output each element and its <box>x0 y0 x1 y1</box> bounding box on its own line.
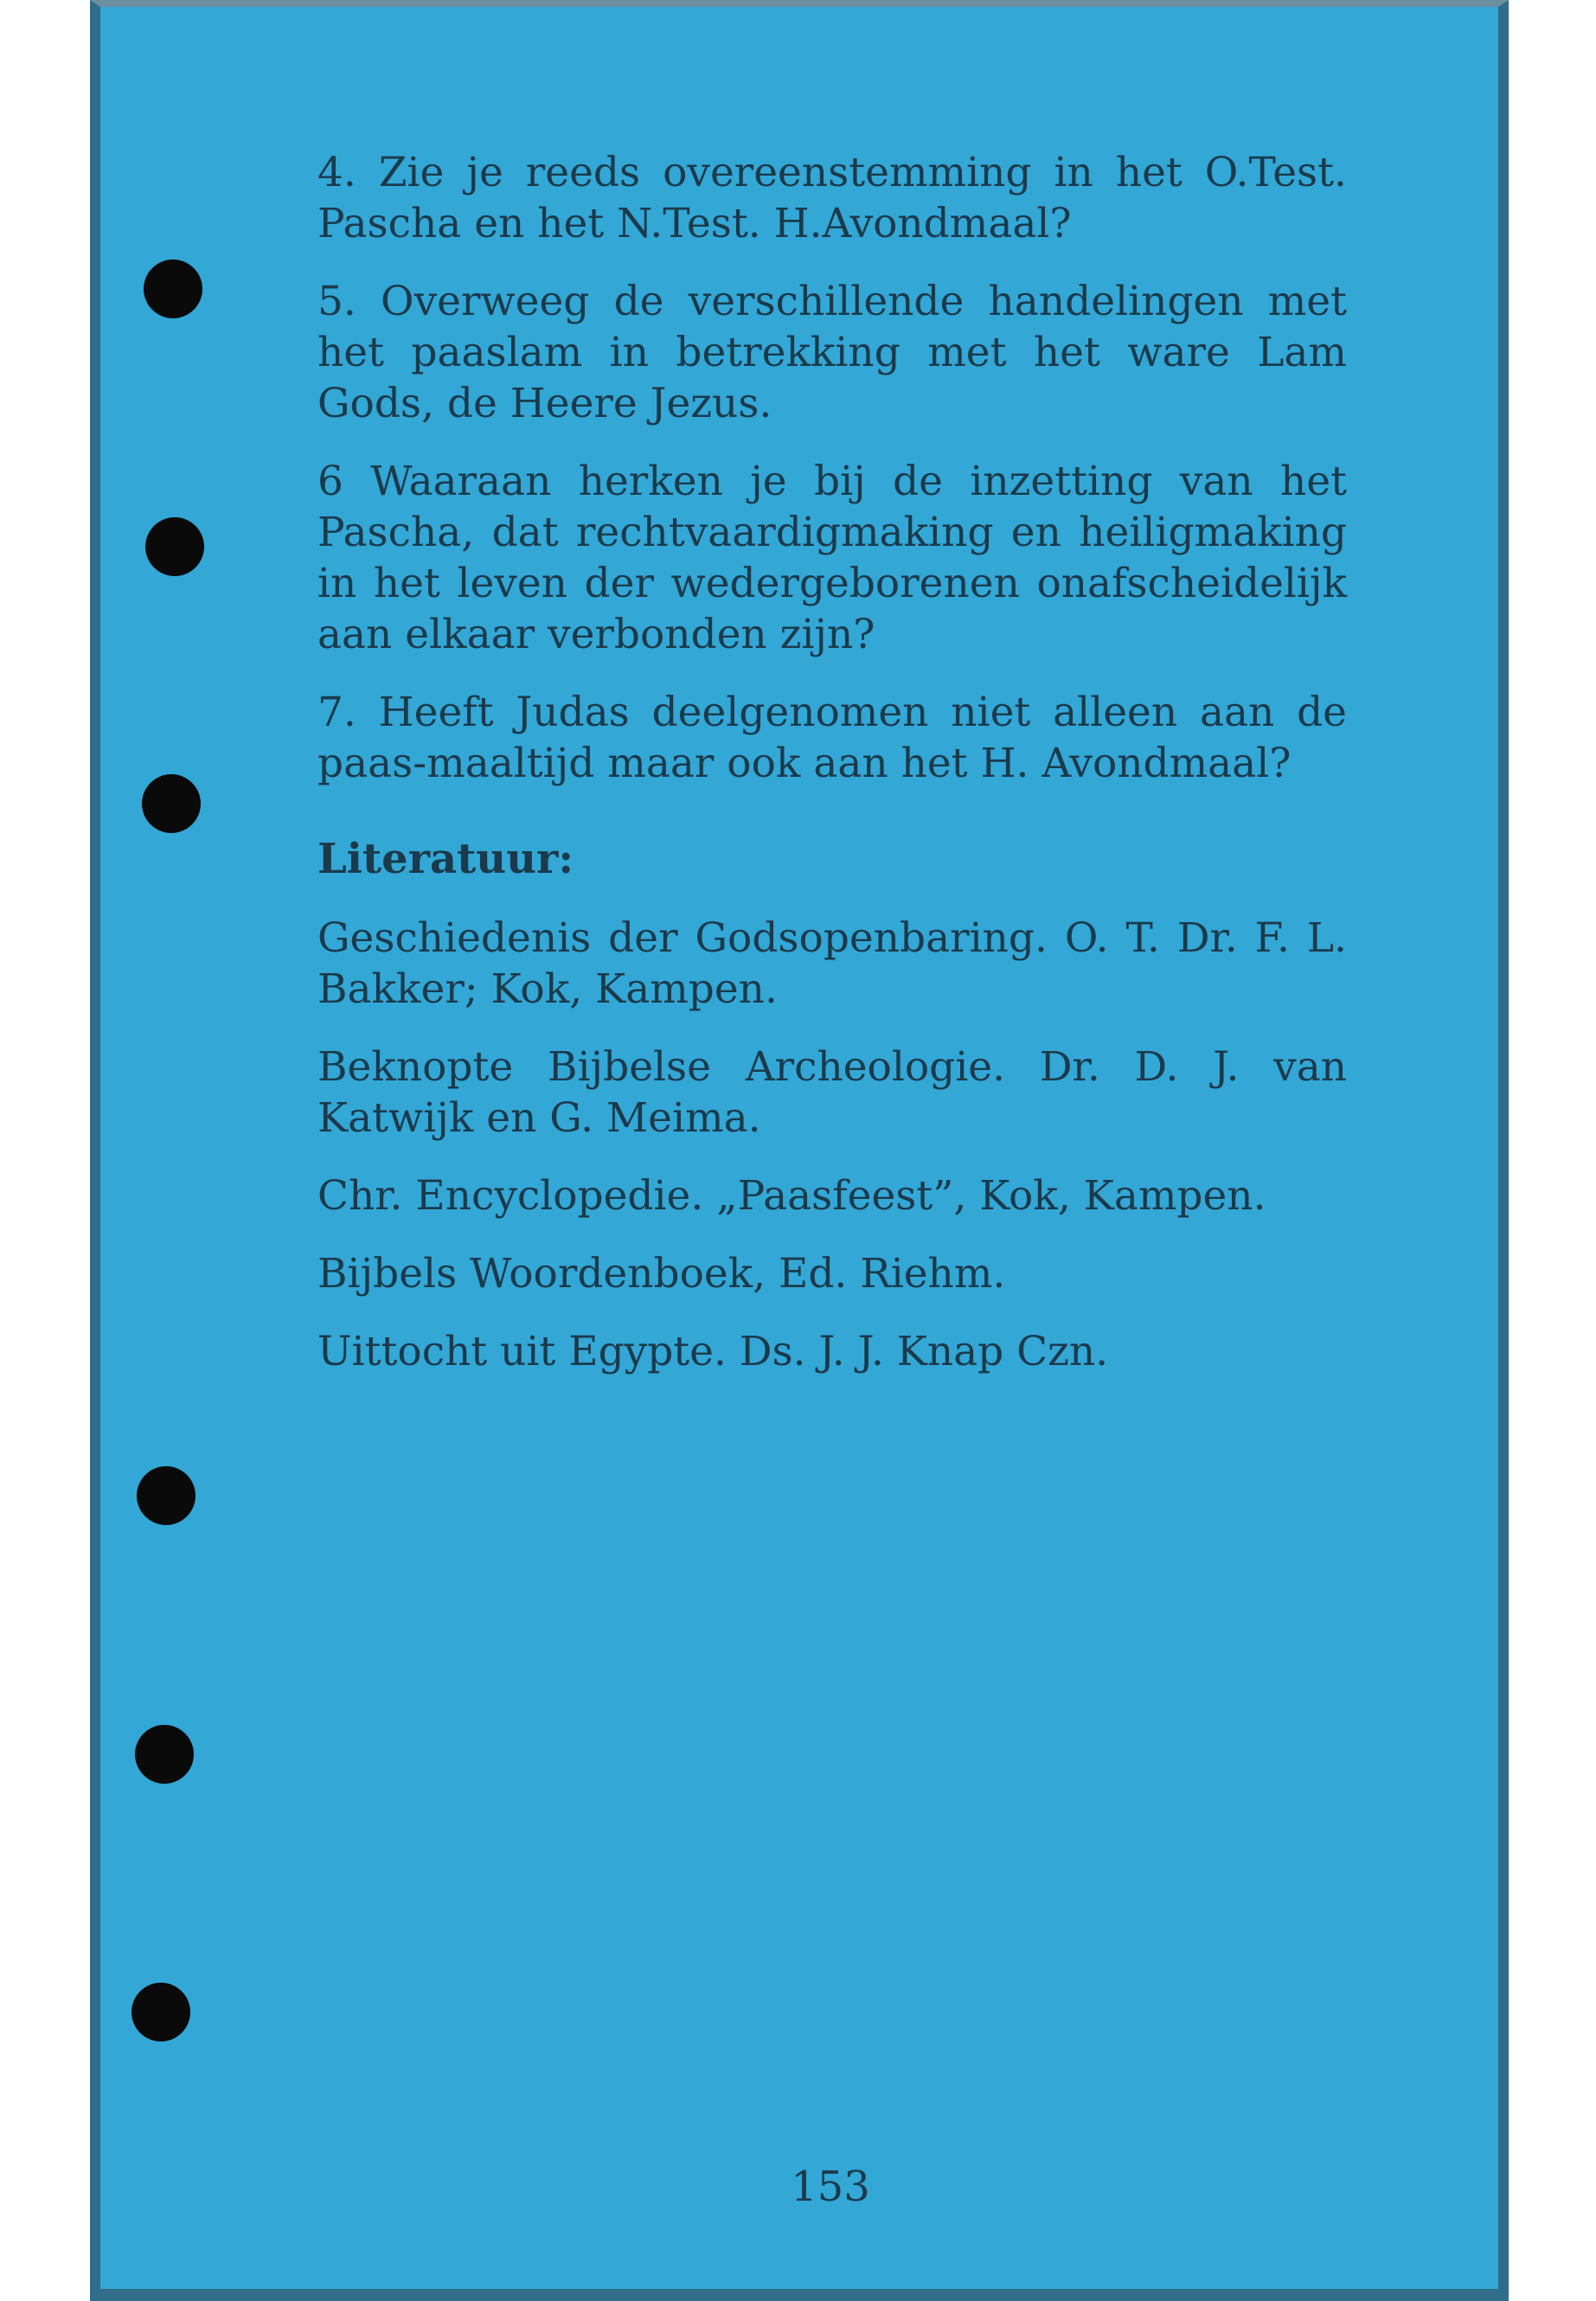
literature-item: Uittocht uit Egypte. Ds. J. J. Knap Czn. <box>317 1328 1109 1375</box>
literature-item: Bijbels Woordenboek, Ed. Riehm. <box>317 1250 1006 1298</box>
literature-item: Geschiedenis der Godsopenbaring. O. T. Dr. F. L. Bakker; Kok, Kampen. <box>317 914 1347 1013</box>
binder-hole-5 <box>135 1725 194 1784</box>
literature-heading: Literatuur: <box>317 835 574 883</box>
literature-item: Beknopte Bijbelse Archeologie. Dr. D. J. van Katwijk en G. Meima. <box>317 1043 1347 1142</box>
binder-hole-4 <box>137 1466 195 1525</box>
binder-hole-1 <box>144 260 202 318</box>
binder-hole-3 <box>142 774 201 833</box>
literature-item: Chr. Encyclopedie. „Paasfeest”, Kok, Kampen. <box>317 1172 1266 1220</box>
question-4: 4. Zie je reeds overeenstemming in het O.Test. Pascha en het N.Test. H.Avondmaal? <box>317 149 1347 247</box>
binder-hole-2 <box>145 517 204 576</box>
question-7: 7. Heeft Judas deelgenomen niet alleen aan de paas-maaltijd maar ook aan het H. Avondmaal? <box>317 689 1347 787</box>
page-number: 153 <box>791 2163 870 2211</box>
question-6: 6 Waaraan herken je bij de inzetting van het Pascha, dat rechtvaardigmaking en heiligmaking in het leven der wedergeborenen onafscheidelijk aan elkaar verbonden zijn? <box>317 458 1347 658</box>
page-content <box>317 147 1347 1404</box>
question-5: 5. Overweeg de verschillende handelingen met het paaslam in betrekking met het ware Lam Gods, de Heere Jezus. <box>317 278 1347 427</box>
binder-hole-6 <box>131 1983 190 2041</box>
